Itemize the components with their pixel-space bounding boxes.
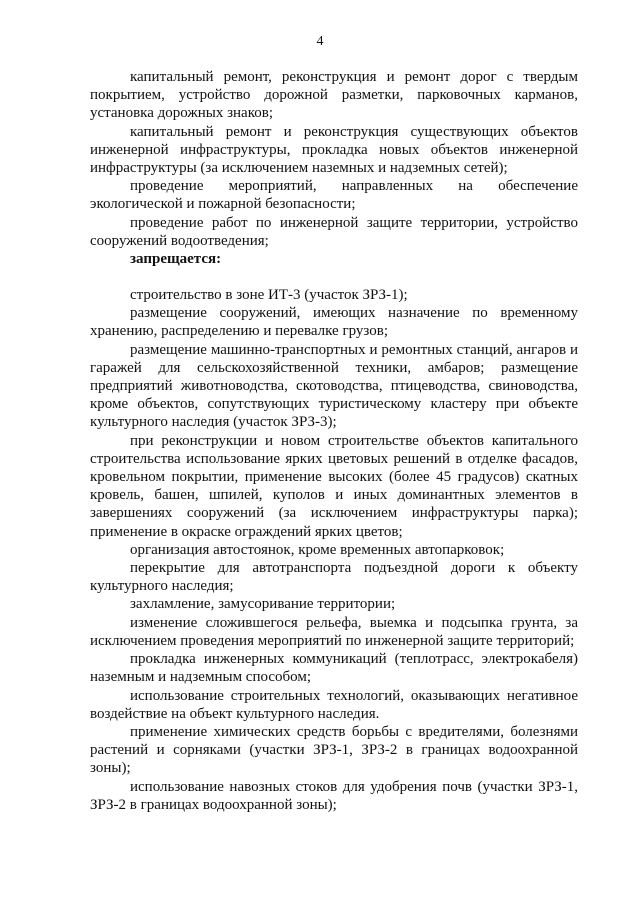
allowed-item: капитальный ремонт и реконструкция существующих объектов инженерной инфраструктуры, прокладка новых объектов инженерной инфраструктуры (за исключением наземных и надземных сетей);: [90, 123, 578, 177]
forbidden-item: при реконструкции и новом строительстве объектов капитального строительства использование ярких цветовых решений в отделке фасадов, кровельном покрытии, применение высоких (более 45 градусов) скатных кровель, башен, шпилей, куполов и иных доминантных элементов в завершениях сооружений (за исключением инфраструктуры парка); применение в окраске ограждений ярких цветов;: [90, 432, 578, 540]
forbidden-item: изменение сложившегося рельефа, выемка и подсыпка грунта, за исключением проведения мероприятий по инженерной защите территорий;: [90, 614, 578, 649]
forbidden-item: размещение машинно-транспортных и ремонтных станций, ангаров и гаражей для сельскохозяйственной техники, амбаров; размещение предприятий животноводства, скотоводства, птицеводства, свиноводства, кроме объектов, сопутствующих туристическому кластеру при объекте культурного наследия (участок ЗРЗ-3);: [90, 341, 578, 431]
page-number: 4: [316, 34, 324, 49]
forbidden-item: перекрытие для автотранспорта подъездной дороги к объекту культурного наследия;: [90, 560, 578, 595]
forbidden-item: размещение сооружений, имеющих назначение по временному хранению, распределению и перевалке грузов;: [90, 305, 578, 340]
forbidden-item: захламление, замусоривание территории;: [130, 596, 396, 613]
forbidden-item: использование навозных стоков для удобрения почв (участки ЗРЗ-1, ЗРЗ-2 в границах водоохранной зоны);: [90, 778, 578, 813]
allowed-item: капитальный ремонт, реконструкция и ремонт дорог с твердым покрытием, устройство дорожной разметки, парковочных карманов, установка дорожных знаков;: [90, 69, 578, 122]
document-body: [90, 68, 578, 814]
forbidden-item: применение химических средств борьбы с вредителями, болезнями растений и сорняками (участки ЗРЗ-1, ЗРЗ-2 в границах водоохранной зоны);: [90, 723, 578, 777]
allowed-item: проведение работ по инженерной защите территории, устройство сооружений водоотведения;: [90, 214, 578, 249]
allowed-item: проведение мероприятий, направленных на обеспечение экологической и пожарной безопасности;: [90, 178, 578, 213]
forbidden-item: использование строительных технологий, оказывающих негативное воздействие на объект культурного наследия.: [90, 687, 578, 722]
forbidden-item: организация автостоянок, кроме временных автопарковок;: [130, 541, 505, 558]
forbidden-item: строительство в зоне ИТ-3 (участок ЗРЗ-1);: [130, 287, 408, 304]
forbidden-item: прокладка инженерных коммуникаций (теплотрасс, электрокабеля) наземным и надземным способом;: [90, 651, 578, 686]
section-heading: запрещается:: [130, 251, 222, 268]
